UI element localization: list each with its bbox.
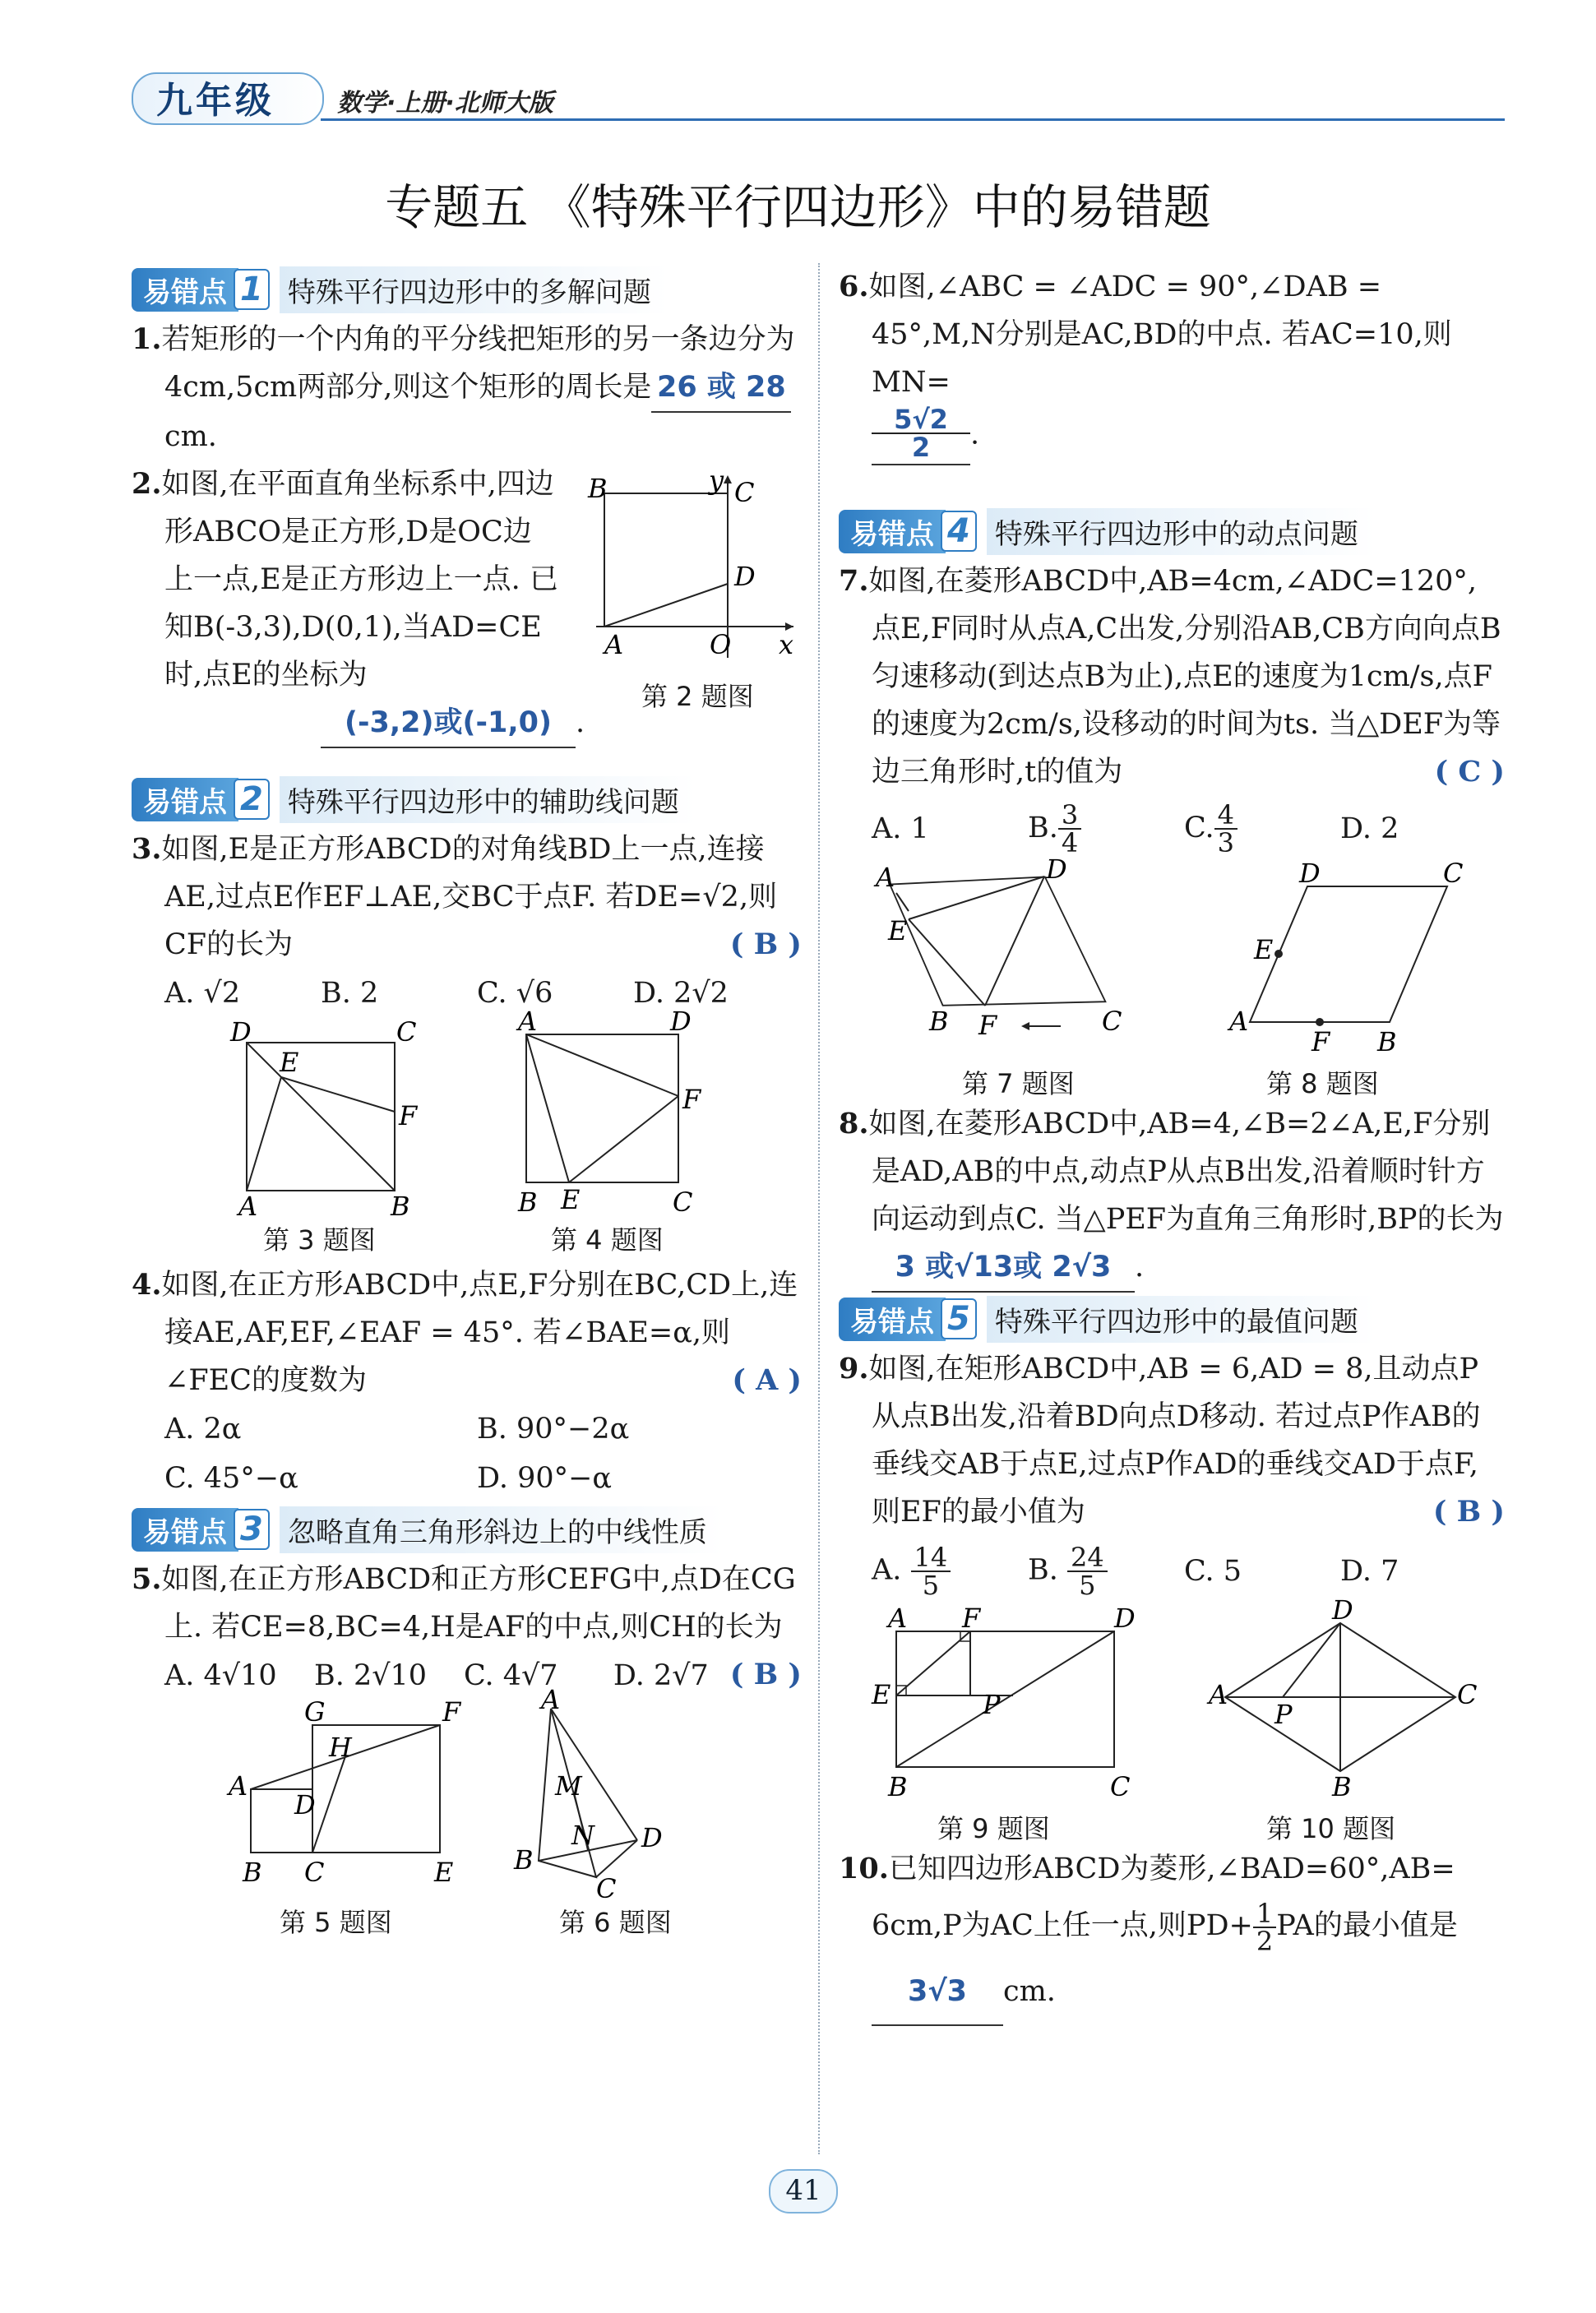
numerator: 4 [1214,802,1237,830]
section-number: 2 [234,779,270,820]
option-b: B. 90°−2α [477,1413,630,1446]
label-e: E [561,1184,581,1215]
point-e [1274,950,1283,958]
label-f: F [978,1010,997,1041]
grade-label: 九年级 [156,80,275,122]
figures-5-6 [132,1684,802,1939]
question-7 [839,557,1505,796]
section-name: 特殊平行四边形中的辅助线问题 [280,776,696,823]
figure-3 [214,1016,428,1222]
question-1 [132,316,802,460]
question-5-options [164,1651,763,1700]
question-number: 7. [839,564,869,598]
option-b [1028,799,1184,858]
section-4-header [839,510,1505,553]
fraction [1253,1897,1276,1957]
question-text: 如图,在矩形ABCD中,AB = 6,AD = 8,且动点P从点B出发,沿着BD向点D移动. 若过点P作AB的垂线交AB于点E,过点P作AD的垂线交AD于点F,则EF的最小值为 [868,1353,1481,1529]
question-9-options [872,1536,1505,1607]
answer: (-3,2)或(-1,0) [344,706,553,739]
segment-ae [526,1034,569,1182]
square-abco [604,493,728,627]
label-d: D [230,1016,252,1048]
label-a: A [1209,1679,1228,1710]
q6-answer [872,406,1505,505]
label-p: P [1274,1699,1293,1730]
question-text: 如图,在正方形ABCD和正方形CEFG中,点D在CG上. 若CE=8,BC=4,H是AF的中点,则CH的长为 [161,1563,796,1644]
square-abcd [526,1034,678,1182]
option-a: A. √2 [164,977,241,1010]
answer: A [756,1363,779,1397]
numerator: 14 [911,1544,951,1572]
question-text: 如图,在正方形ABCD中,点E,F分别在BC,CD上,连接AE,AF,EF,∠EAF = 45°. 若∠BAE=α,则∠FEC的度数为 [161,1269,798,1397]
segment-fd [985,877,1044,1006]
label-c: C [1102,1006,1122,1037]
answer: B [1456,1495,1482,1529]
option-d: D. 2√7 [613,1659,709,1692]
label-b: B [888,1771,908,1802]
answer: B [753,1658,779,1691]
section-tag: 易错点 [839,510,946,553]
option-d: D. 2 [1340,812,1399,845]
question-number: 1. [132,322,162,356]
section-name: 特殊平行四边形中的多解问题 [280,266,668,313]
page-title: 专题五 《特殊平行四边形》中的易错题 [385,179,1211,235]
figure-9 [855,1603,1136,1804]
section-number: 4 [941,511,977,552]
label-c: C [1110,1771,1131,1802]
question-text: 6cm,P为AC上任一点,则PD+ [872,1909,1253,1942]
label-f: F [962,1603,981,1634]
label-c: C [596,1873,617,1904]
answer: 3√3 [907,1975,968,2008]
answer-choice: ( B ) [729,928,802,961]
denominator: 3 [1217,827,1235,858]
figure-6 [510,1684,707,1904]
section-tag: 易错点 [132,778,238,821]
option-c: C. √6 [477,977,553,1010]
answer-choice: ( B ) [1432,1495,1505,1529]
figures-9-10 [839,1594,1505,1845]
figure-4-caption: 第 4 题图 [551,1224,664,1256]
label-d: D [641,1822,663,1853]
question-3-options [164,969,802,1018]
answer-blank [651,363,791,413]
question-9 [839,1345,1505,1536]
label-e: E [280,1047,299,1078]
label-c: C [304,1857,325,1888]
figure-2-caption: 第 2 题图 [641,681,754,712]
figure-10-caption: 第 10 题图 [1266,1813,1396,1844]
label-d: D [294,1789,316,1820]
question-number: 2. [132,467,162,501]
label-f: F [1311,1026,1330,1057]
figure-7-caption: 第 7 题图 [962,1068,1075,1099]
option-d: D. 7 [1340,1555,1399,1588]
header-rule [321,118,1505,121]
unit: cm. [1003,1975,1056,2008]
option-letter: B. [1028,811,1058,844]
label-d: D [1299,858,1321,889]
y-axis-arrow [724,475,732,483]
figure-5 [214,1696,461,1890]
section-name: 特殊平行四边形中的最值问题 [987,1296,1375,1343]
label-d: D [1114,1603,1136,1634]
label-b: B [514,1844,534,1876]
question-text: 如图,E是正方形ABCD的对角线BD上一点,连接AE,过点E作EF⊥AE,交BC于点F. 若DE=√2,则CF的长为 [161,833,778,961]
segment-ef [909,919,985,1006]
question-text: 如图,在菱形ABCD中,AB=4cm,∠ADC=120°,点E,F同时从点A,C出发,分别沿AB,CB方向向点B匀速移动(到达点B为止),点E的速度为1cm/s,点F的速度为2cm/s,设移动的时间为ts. 当△DEF为等边三角形时,t的值为 [868,565,1501,789]
fraction [1067,1542,1108,1601]
question-text: 已知四边形ABCD为菱形,∠BAD=60°,AB= [888,1853,1455,1885]
label-b: B [929,1006,949,1037]
denominator: 4 [1061,827,1079,858]
question-10 [839,1845,1505,1893]
label-a: A [229,1770,248,1802]
section-tag: 易错点 [839,1298,946,1341]
label-b: B [1377,1026,1397,1057]
question-text: PA的最小值是 [1276,1909,1458,1942]
segment-af [526,1034,678,1096]
punct: . [970,418,980,451]
question-7-options [872,796,1505,862]
fraction [911,1542,951,1601]
denominator: 5 [922,1570,940,1601]
section-tag: 易错点 [132,1508,238,1552]
arrow-f-head [1021,1022,1029,1030]
question-number: 6. [839,270,869,303]
segment-ae [247,1077,281,1191]
answer-blank [872,1959,1003,2026]
section-tag: 易错点 [132,268,238,312]
numerator: 5√2 [872,406,970,434]
label-b: B [518,1187,538,1218]
label-b: B [1332,1771,1352,1802]
answer-blank [321,699,576,748]
label-x: x [779,629,794,660]
option-b: B. 2 [321,977,379,1010]
option-c: C. 4√7 [463,1659,558,1692]
question-text: 如图,在菱形ABCD中,AB=4,∠B=2∠A,E,F分别是AD,AB的中点,动点P从点B出发,沿着顺时针方向运动到点C. 当△PEF为直角三角形时,BP的长为 [868,1108,1504,1236]
label-f: F [399,1100,418,1131]
label-c: C [734,477,755,508]
question-number: 8. [839,1107,869,1140]
answer: 3 或√13或 2√3 [895,1251,1112,1284]
answer: B [753,928,779,961]
figure-2 [588,465,802,674]
denominator: 2 [911,432,931,463]
answer-blank [872,1243,1135,1293]
question-number: 5. [132,1562,162,1596]
figure-7 [863,853,1126,1059]
question-4 [132,1261,802,1404]
figure-3-caption: 第 3 题图 [263,1224,376,1256]
section-name: 特殊平行四边形中的动点问题 [987,508,1375,555]
rhombus-abcd [890,877,1105,1005]
option-a: A. 4√10 [164,1659,277,1692]
book-title: 数学·上册·北师大版 [337,89,553,118]
label-c: C [1457,1679,1478,1710]
label-p: P [983,1689,1001,1720]
column-divider [818,263,820,2154]
section-number: 5 [941,1298,977,1339]
numerator: 3 [1058,802,1081,830]
section-2-header [132,778,802,821]
question-text: 如图,∠ABC = ∠ADC = 90°,∠DAB = 45°,M,N分别是AC,BD的中点. 若AC=10,则MN= [868,271,1452,399]
option-d: D. 90°−α [477,1462,613,1495]
figures-7-8 [839,853,1505,1100]
question-text: 如图,在平面直角坐标系中,四边形ABCO是正方形,D是OC边上一点,E是正方形边上一点. 已知B(-3,3),D(0,1),当AD=CE时,点E的坐标为 [161,468,558,692]
option-b: B. 2√10 [313,1659,428,1692]
point-f [1316,1018,1324,1026]
section-1-header [132,268,802,311]
question-text: 若矩形的一个内角的平分线把矩形的另一条边分为4cm,5cm两部分,则这个矩形的周长是 [161,323,795,404]
diagonal-bd [896,1631,1114,1767]
question-number: 9. [839,1352,869,1385]
question-10-line2 [872,1893,1505,2026]
numerator: 24 [1067,1544,1108,1572]
question-number: 3. [132,832,162,866]
label-a: A [518,1006,538,1037]
label-f: F [682,1084,701,1115]
right-column [839,263,1505,2026]
section-5-header [839,1298,1505,1340]
question-2-block [132,460,802,773]
label-d: D [1046,853,1067,885]
answer-choice: ( A ) [732,1363,802,1397]
page-header [123,66,1505,132]
label-m: M [555,1770,582,1802]
question-2 [132,460,559,699]
punct: . [576,706,585,739]
question-8 [839,1100,1505,1293]
segment-ch [312,1756,345,1853]
label-c: C [396,1016,417,1048]
label-h: H [329,1732,352,1763]
segment-pd [1283,1623,1340,1697]
answer-choice: ( C ) [1434,755,1505,789]
question-6 [839,263,1505,406]
label-d: D [734,561,756,592]
label-a: A [604,629,624,660]
figure-4 [493,1006,707,1218]
figure-10 [1209,1594,1478,1804]
label-a: A [1229,1006,1249,1037]
segment-ef [569,1096,678,1182]
question-4-options-row1 [164,1404,802,1454]
denominator: 5 [1079,1570,1096,1601]
fraction [1214,799,1237,858]
label-b: B [391,1191,410,1222]
section-name: 忽略直角三角形斜边上的中线性质 [280,1506,724,1553]
option-b: B. $\frac{24}{5}$ [1028,1544,1184,1598]
left-column [132,263,802,1939]
label-e: E [872,1679,891,1710]
label-g: G [304,1696,326,1728]
page-number: 41 [769,2169,838,2214]
numerator: 1 [1253,1900,1276,1928]
figure-6-caption: 第 6 题图 [559,1907,672,1938]
label-a: A [876,862,895,893]
label-a: A [238,1191,258,1222]
label-c: C [1443,858,1464,889]
label-d: D [1332,1594,1353,1626]
option-letter: C. [1184,811,1214,844]
label-o: O [710,629,732,660]
label-n: N [571,1820,594,1851]
question-4-options-row2 [164,1454,802,1503]
punct: . [1135,1251,1145,1284]
option-c [1184,799,1340,858]
section-3-header [132,1508,802,1551]
segment-ef [896,1631,970,1695]
label-e: E [1254,934,1274,965]
label-c: C [673,1187,693,1218]
option-a: A. 2α [164,1413,242,1446]
option-d: D. 2√2 [633,977,729,1010]
question-3 [132,826,802,969]
question-number: 4. [132,1268,162,1302]
label-a: A [888,1603,908,1634]
question-number: 10. [839,1852,889,1885]
answer-choice: ( B ) [729,1658,802,1691]
answer: 26 或 28 [656,371,786,404]
figure-5-caption: 第 5 题图 [280,1907,392,1938]
label-d: D [670,1006,692,1037]
label-b: B [588,473,608,504]
option-a: A. 1 [872,812,929,845]
option-c: C. 5 [1184,1555,1242,1588]
answer-fraction [872,406,970,465]
denominator: 2 [1256,1925,1274,1957]
figures-3-4 [132,1006,802,1256]
option-a: A. $\frac{14}{5}$ [872,1544,1028,1598]
fraction [1058,799,1081,858]
label-e: E [434,1857,454,1888]
option-c: C. 45°−α [164,1462,298,1495]
section-number: 3 [234,1509,270,1550]
section-number: 1 [234,269,270,310]
label-e: E [888,915,908,946]
unit: cm. [164,420,217,453]
figure-9-caption: 第 9 题图 [937,1813,1050,1844]
label-a: A [541,1684,561,1715]
figure-8-caption: 第 8 题图 [1266,1068,1379,1099]
label-y: y [709,465,724,496]
segment-dc [596,1840,637,1877]
label-b: B [243,1857,262,1888]
segment-ad [604,584,728,627]
figure-8 [1225,858,1472,1059]
label-f: F [442,1696,461,1728]
answer: C [1458,755,1482,789]
